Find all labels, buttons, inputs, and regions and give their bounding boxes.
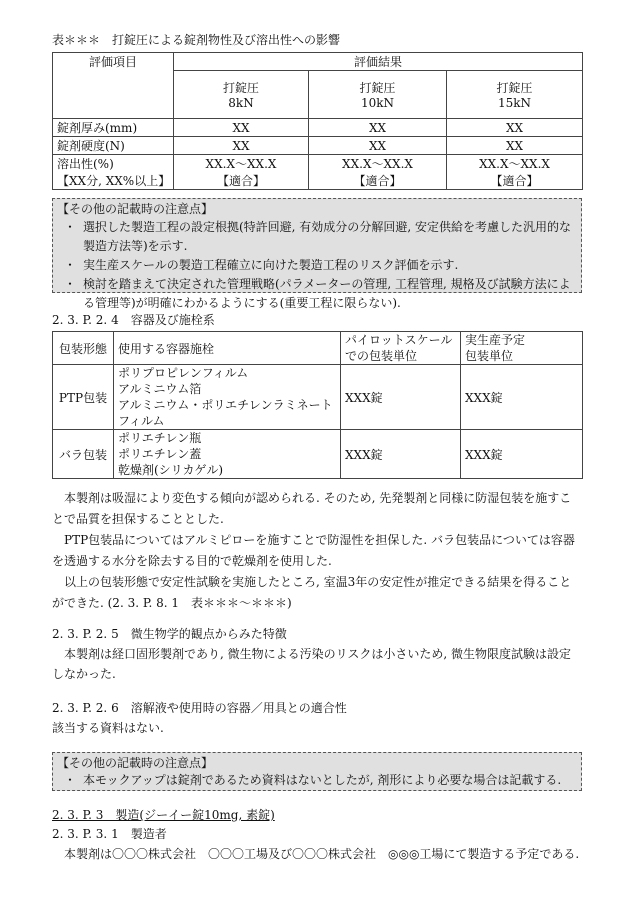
paragraph: 以上の包装形態で安定性試験を実施したところ, 室温3年の安定性が推定できる結果を得ることができた. (2. 3. P. 8. 1 表＊＊＊～＊＊＊) [52,575,572,610]
paragraph: 本製剤は経口固形製剤であり, 微生物による汚染のリスクは小さいため, 微生物限度試験は設定しなかった. [52,647,572,681]
section-heading: 2. 3. P. 3 製造(ジーイー錠10mg, 素錠) [52,808,275,822]
paragraph: PTP包装品についてはアルミピローを施すことで防湿性を担保した. バラ包装品については容器を透過する水分を除去する目的で乾燥剤を使用した. [52,533,575,568]
container-table: 包装形態 使用する容器施栓 パイロットスケールでの包装単位 実生産予定包装単位 PTP包装 ポリプロピレンフィルム アルミニウム箔 アルミニウム・ポリエチレンラミネートフィルム XXX錠 XXX錠 バラ包装 ポリエチレン瓶 ポリエチレン蓋 乾燥剤(シリカゲル) XXX錠 XXX錠 [52,331,583,479]
table-row: バラ包装 ポリエチレン瓶 ポリエチレン蓋 乾燥剤(シリカゲル) XXX錠 XXX錠 [53,430,583,479]
note-box [52,752,582,791]
header-eval-item: 評価項目 [53,53,174,119]
paragraph: 該当する資料はない. [52,721,164,735]
header-eval-result: 評価結果 [174,53,583,71]
note-item: ・ 実生産スケールの製造工程確立に向けた製造工程のリスク評価を示す. [63,258,459,272]
table-caption: 表＊＊＊ 打錠圧による錠剤物性及び溶出性への影響 [52,33,341,47]
sub-heading: 2. 3. P. 3. 1 製造者 [52,827,167,841]
header-8kn: 打錠圧 8kN [174,71,309,119]
header-10kn: 打錠圧 10kN [309,71,447,119]
section-heading: 2. 3. P. 2. 6 溶解液や使用時の容器／用具との適合性 [52,701,347,715]
section-heading: 2. 3. P. 2. 5 微生物学的観点からみた特徴 [52,627,287,641]
table-row: PTP包装 ポリプロピレンフィルム アルミニウム箔 アルミニウム・ポリエチレンラミネートフィルム XXX錠 XXX錠 [53,365,583,430]
packaging-paragraphs [52,488,582,614]
note-box [52,198,582,310]
header-15kn: 打錠圧 15kN [447,71,583,119]
tablet-pressure-table [52,52,583,190]
table-row: 錠剤硬度(N) XX XX XX [53,137,583,155]
note-item: ・ 本モックアップは錠剤であるため資料はないとしたが, 剤形により必要な場合は記載する. [63,773,562,787]
note-title: 【その他の記載時の注意点】 [57,202,214,216]
table-row: 錠剤厚み(mm) XX XX XX [53,119,583,137]
paragraph: 本製剤は〇〇〇株式会社 〇〇〇工場及び〇〇〇株式会社 ◎◎◎工場にて製造する予定である. [64,847,580,861]
paragraph: 本製剤は吸湿により変色する傾向が認められる. そのため, 先発製剤と同様に防湿包装を施すことで品質を担保することとした. [52,491,572,526]
note-item: ・ 検討を踏まえて決定された管理戦略(パラメーターの管理, 工程管理, 規格及び試験方法による管理等)が明確にわかるようにする(重要工程に限らない). [63,277,571,310]
section-heading: 2. 3. P. 2. 4 容器及び施栓系 [52,313,215,327]
note-title: 【その他の記載時の注意点】 [57,756,214,770]
table-row: 溶出性(%) 【XX分, XX%以上】 XX.X～XX.X 【適合】 XX.X～XX.X 【適合】 XX.X～XX.X 【適合】 [53,155,583,190]
note-item: ・ 選択した製造工程の設定根拠(特許回避, 有効成分の分解回避, 安定供給を考慮した汎用的な製造方法等)を示す. [63,220,571,253]
